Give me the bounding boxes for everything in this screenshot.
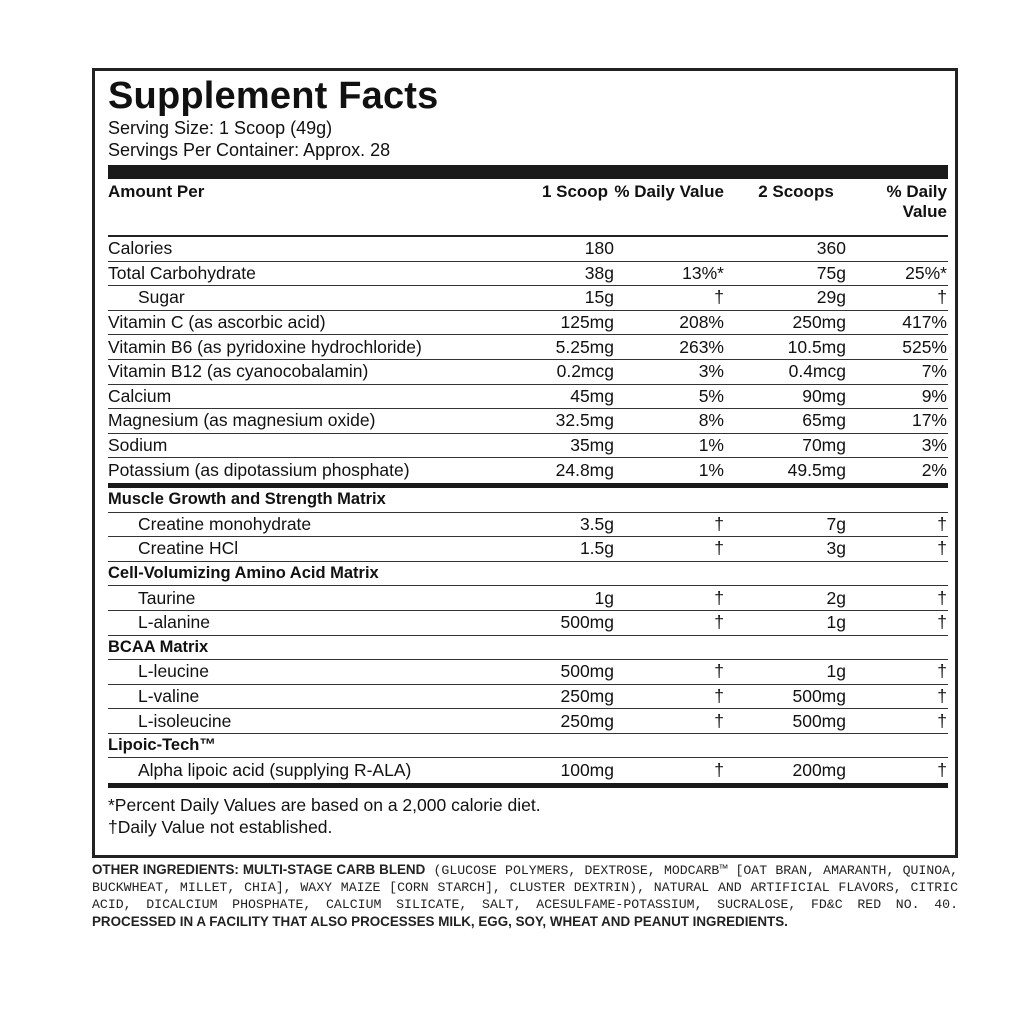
row-dv-1: † bbox=[714, 513, 724, 534]
footnote-dagger: †Daily Value not established. bbox=[108, 817, 333, 838]
servings-per-container: Servings Per Container: Approx. 28 bbox=[108, 140, 391, 160]
table-row bbox=[108, 709, 948, 734]
matrix-title bbox=[108, 636, 948, 661]
row-dv-1: † bbox=[714, 587, 724, 608]
row-value-2: 29g bbox=[816, 287, 846, 308]
row-name: Sodium bbox=[108, 435, 168, 456]
row-value-1: 250mg bbox=[560, 710, 614, 731]
table-row bbox=[108, 335, 948, 360]
table-row bbox=[108, 409, 948, 434]
row-name: L-alanine bbox=[138, 612, 210, 633]
row-value-1: 5.25mg bbox=[555, 336, 614, 357]
row-dv-1: † bbox=[714, 612, 724, 633]
row-value-1: 250mg bbox=[560, 685, 614, 706]
row-name: Creatine HCl bbox=[138, 538, 239, 559]
matrix-title bbox=[108, 734, 948, 759]
row-dv-1: † bbox=[714, 710, 724, 731]
matrix-title-text: BCAA Matrix bbox=[108, 637, 209, 656]
header-daily-value-1: % Daily Value bbox=[614, 182, 724, 201]
header-1-scoop: 1 Scoop bbox=[541, 182, 609, 201]
header-2-scoops: 2 Scoops bbox=[758, 182, 834, 201]
row-value-2: 250mg bbox=[792, 312, 846, 333]
row-name: Vitamin B12 (as cyanocobalamin) bbox=[108, 361, 369, 382]
row-dv-1: † bbox=[714, 685, 724, 706]
row-name: L-isoleucine bbox=[138, 710, 232, 731]
matrix-title-text: Lipoic-Tech™ bbox=[108, 736, 216, 755]
row-value-2: 10.5mg bbox=[787, 336, 846, 357]
label-title: Supplement Facts bbox=[108, 75, 439, 117]
matrix-title bbox=[108, 562, 948, 587]
table-row bbox=[108, 237, 948, 262]
row-value-1: 500mg bbox=[560, 661, 614, 682]
row-dv-1: † bbox=[714, 287, 724, 308]
row-dv-2: † bbox=[937, 513, 947, 534]
row-dv-2: † bbox=[937, 661, 947, 682]
row-value-2: 7g bbox=[826, 513, 846, 534]
table-row bbox=[108, 385, 948, 410]
row-dv-2: 525% bbox=[902, 336, 947, 357]
matrix-title-text: Cell-Volumizing Amino Acid Matrix bbox=[108, 564, 379, 583]
row-dv-2: 2% bbox=[921, 460, 947, 481]
row-dv-2: † bbox=[937, 710, 947, 731]
row-name: L-valine bbox=[138, 685, 200, 706]
row-dv-1: † bbox=[714, 661, 724, 682]
row-value-1: 125mg bbox=[560, 312, 614, 333]
row-name: Total Carbohydrate bbox=[108, 262, 256, 283]
row-value-2: 1g bbox=[826, 661, 846, 682]
row-dv-1: 13%* bbox=[682, 262, 724, 283]
row-dv-2: 25%* bbox=[905, 262, 947, 283]
row-name: Vitamin B6 (as pyridoxine hydrochloride) bbox=[108, 336, 422, 357]
row-value-1: 3.5g bbox=[579, 513, 614, 534]
serving-size: Serving Size: 1 Scoop (49g) bbox=[108, 118, 333, 138]
row-value-2: 3g bbox=[826, 538, 846, 559]
row-dv-2: † bbox=[937, 538, 947, 559]
table-row bbox=[108, 458, 948, 483]
row-dv-2: 417% bbox=[902, 312, 947, 333]
row-value-2: 2g bbox=[826, 587, 846, 608]
table-row bbox=[108, 586, 948, 611]
row-dv-2: 17% bbox=[911, 410, 947, 431]
row-value-1: 35mg bbox=[570, 435, 614, 456]
allergen-warning: PROCESSED IN A FACILITY THAT ALSO PROCESSES MILK, EGG, SOY, WHEAT AND PEANUT INGREDIENTS. bbox=[92, 914, 788, 929]
table-header bbox=[108, 179, 948, 237]
row-dv-2: † bbox=[937, 287, 947, 308]
row-value-2: 0.4mcg bbox=[788, 361, 846, 382]
row-name: Calories bbox=[108, 238, 173, 259]
other-ingredients-label: OTHER INGREDIENTS: MULTI-STAGE CARB BLEND bbox=[92, 862, 426, 877]
row-dv-2: 9% bbox=[921, 385, 947, 406]
row-name: Creatine monohydrate bbox=[138, 513, 312, 534]
thick-divider bbox=[108, 165, 948, 179]
header-daily-value-2: % Daily Value bbox=[886, 182, 947, 221]
table-row bbox=[108, 434, 948, 459]
row-dv-1: 5% bbox=[698, 385, 724, 406]
row-dv-1: 3% bbox=[698, 361, 724, 382]
row-dv-2: 3% bbox=[921, 435, 947, 456]
row-value-2: 200mg bbox=[792, 760, 846, 781]
other-ingredients bbox=[92, 861, 958, 931]
row-dv-1: † bbox=[714, 760, 724, 781]
row-name: Calcium bbox=[108, 385, 172, 406]
row-dv-2: † bbox=[937, 612, 947, 633]
row-name: Taurine bbox=[138, 587, 196, 608]
row-value-1: 0.2mcg bbox=[556, 361, 614, 382]
row-value-1: 32.5mg bbox=[555, 410, 614, 431]
table-row bbox=[108, 611, 948, 636]
row-name: L-leucine bbox=[138, 661, 210, 682]
row-value-1: 24.8mg bbox=[555, 460, 614, 481]
header-amount-per: Amount Per bbox=[108, 182, 205, 201]
row-value-1: 500mg bbox=[560, 612, 614, 633]
row-name: Sugar bbox=[138, 287, 185, 308]
table-row bbox=[108, 537, 948, 562]
matrix-title bbox=[108, 488, 948, 513]
row-value-1: 45mg bbox=[570, 385, 614, 406]
row-value-2: 65mg bbox=[802, 410, 846, 431]
row-dv-2: 7% bbox=[921, 361, 947, 382]
row-dv-1: 1% bbox=[698, 460, 724, 481]
footnotes bbox=[108, 788, 948, 838]
row-value-1: 180 bbox=[584, 238, 614, 259]
row-dv-2: † bbox=[937, 760, 947, 781]
table-row bbox=[108, 758, 948, 783]
row-value-2: 70mg bbox=[802, 435, 846, 456]
row-dv-1: 263% bbox=[679, 336, 724, 357]
table-row bbox=[108, 660, 948, 685]
row-value-2: 49.5mg bbox=[787, 460, 846, 481]
row-name: Potassium (as dipotassium phosphate) bbox=[108, 460, 410, 481]
table-row bbox=[108, 360, 948, 385]
row-dv-2: † bbox=[937, 685, 947, 706]
row-name: Vitamin C (as ascorbic acid) bbox=[108, 312, 326, 333]
row-value-2: 90mg bbox=[802, 385, 846, 406]
row-value-2: 75g bbox=[816, 262, 846, 283]
row-dv-1: † bbox=[714, 538, 724, 559]
row-value-2: 360 bbox=[816, 238, 846, 259]
row-value-1: 1g bbox=[594, 587, 614, 608]
row-dv-2: † bbox=[937, 587, 947, 608]
matrix-title-text: Muscle Growth and Strength Matrix bbox=[108, 490, 386, 509]
other-ingredients-text: (GLUCOSE POLYMERS, DEXTROSE, MODCARB™ [OAT BRAN, AMARANTH, QUINOA, BUCKWHEAT, MILLET, CHIA], WAXY MAIZE [CORN STARCH], CLUSTER DEXTRIN), NATURAL AND ARTIFICIAL FLAVORS, CITRIC ACID, DICALCIUM PHOSPHATE, CALCIUM SILICATE, SALT, ACESULFAME-POTASSIUM, SUCRALOSE, FD&C RED NO. 40. bbox=[92, 863, 958, 912]
row-dv-1: 208% bbox=[679, 312, 724, 333]
row-value-2: 500mg bbox=[792, 710, 846, 731]
table-row bbox=[108, 685, 948, 710]
footnote-percent: *Percent Daily Values are based on a 2,000 calorie diet. bbox=[108, 795, 541, 816]
table-row bbox=[108, 513, 948, 538]
row-value-1: 38g bbox=[584, 262, 614, 283]
row-dv-1: 1% bbox=[698, 435, 724, 456]
row-dv-1: 8% bbox=[698, 410, 724, 431]
row-value-1: 100mg bbox=[560, 760, 614, 781]
row-name: Magnesium (as magnesium oxide) bbox=[108, 410, 376, 431]
row-value-1: 15g bbox=[584, 287, 614, 308]
supplement-facts-panel bbox=[92, 68, 958, 858]
table-row bbox=[108, 311, 948, 336]
table-row bbox=[108, 262, 948, 287]
row-value-2: 500mg bbox=[792, 685, 846, 706]
row-value-1: 1.5g bbox=[579, 538, 614, 559]
row-name: Alpha lipoic acid (supplying R-ALA) bbox=[138, 760, 412, 781]
table-row bbox=[108, 286, 948, 311]
row-value-2: 1g bbox=[826, 612, 846, 633]
